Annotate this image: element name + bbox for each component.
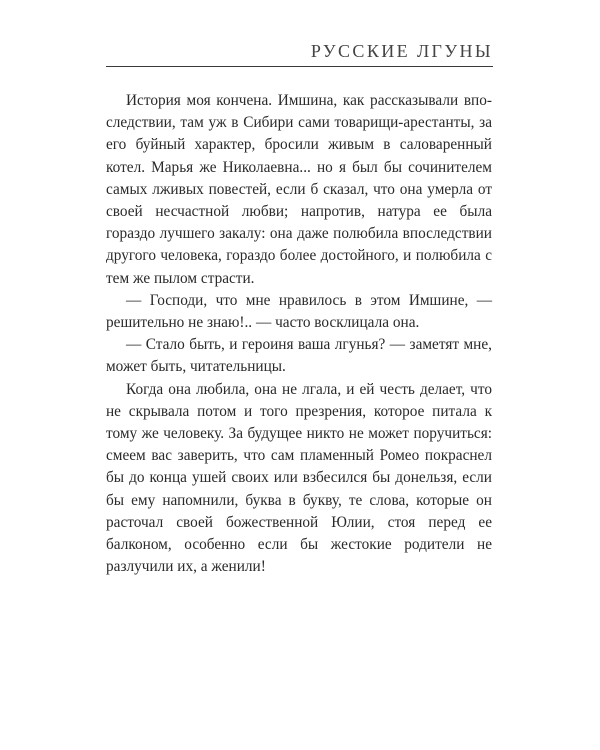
body-text xyxy=(106,90,492,578)
running-head xyxy=(106,40,493,67)
paragraph: — Стало быть, и героиня ваша лгунья? — заметят мне, может быть, читательницы. xyxy=(106,336,492,376)
paragraph: Когда она любила, она не лгала, и ей честь делает, что не скрывала потом и того презрения, которое питала к тому же человеку. За будущее никто не может поручиться: смеем вас заверить, что сам пламенный Ромео покраснел бы до конца ушей своих или взбесился бы донельзя, если бы ему напомнили, буква в букву, те слова, которые он расточал своей божественной Юлии, стоя перед ее балконом, особенно если бы жестокие родители не разлучили их, а женили! xyxy=(106,380,492,576)
paragraph: — Господи, что мне нравилось в этом Имшине, — решительно не знаю!.. — часто восклицала она. xyxy=(106,291,492,332)
header-rule xyxy=(106,66,493,67)
paragraph: История моя кончена. Имшина, как рассказывали впоследствии, там уж в Сибири сами товарищи-арестанты, за его буйный характер, бросили живым в саловаренный котел. Марья же Николаевна... но я был бы сочинителем самых лживых повестей, если б сказал, что она умерла от своей несчастной любви; напротив, натура ее была гораздо лучшего закалу: она даже полюбила впоследствии другого человека, гораздо более достойного, и полюбила с тем же пылом страсти. xyxy=(106,92,492,287)
running-title: РУССКИЕ ЛГУНЫ xyxy=(310,41,493,61)
